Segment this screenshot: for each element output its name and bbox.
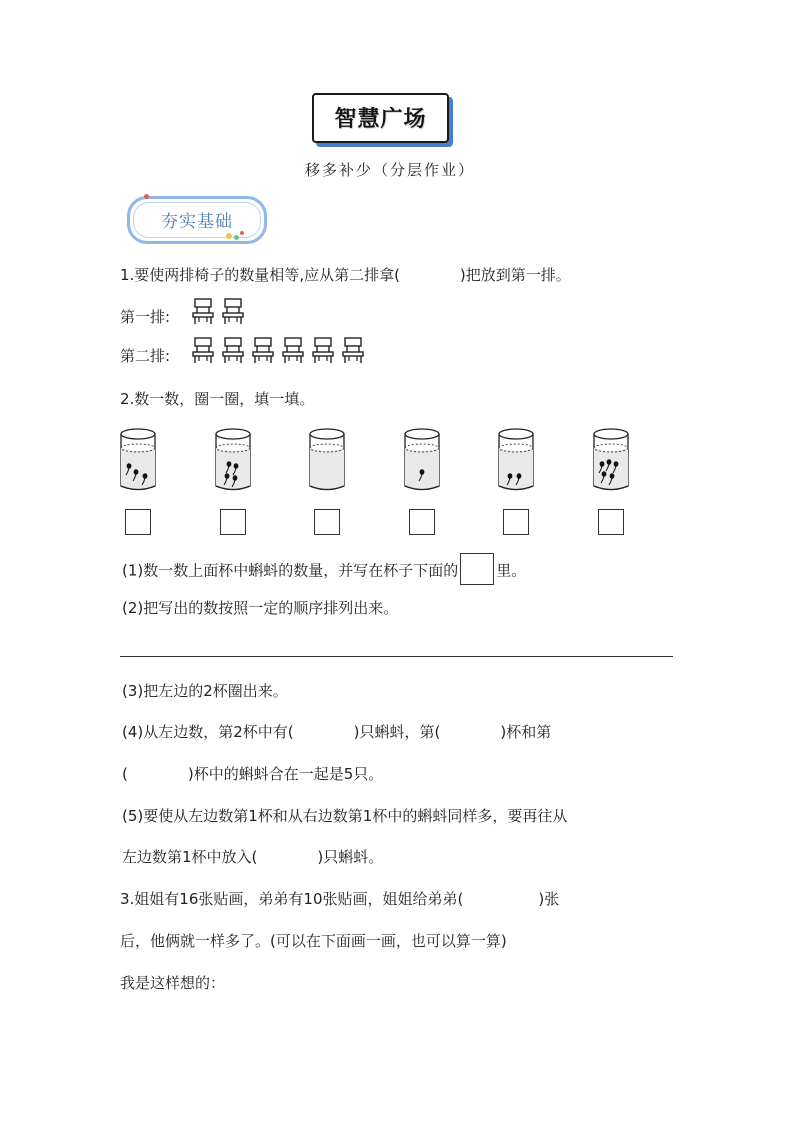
- q2-sub2: (2)把写出的数按照一定的顺序排列出来。: [122, 599, 399, 617]
- page-subtitle: 移多补少（分层作业）: [305, 161, 476, 179]
- inline-answer-box: [460, 553, 494, 585]
- chair-icon: [192, 337, 214, 364]
- chair-icon: [312, 337, 334, 364]
- q2-sub1-before: (1)数一数上面杯中蝌蚪的数量，并写在杯子下面的: [122, 561, 459, 580]
- q2-sub1: [122, 555, 526, 587]
- q2-sub5-line1: (5)要使从左边数第1杯和从右边数第1杯中的蝌蚪同样多，要再往从: [122, 807, 568, 825]
- chair-icon: [282, 337, 304, 364]
- page-title: 智慧广场: [334, 107, 427, 132]
- tadpole-count-answer-box[interactable]: [125, 509, 151, 535]
- chair-icon: [252, 337, 274, 364]
- q2-sub4-line2: ( )杯中的蝌蚪合在一起是5只。: [122, 765, 384, 783]
- title-banner: [312, 93, 449, 143]
- tadpole-count-answer-box[interactable]: [598, 509, 624, 535]
- water-cup-icon: [403, 426, 441, 494]
- chair-icon: [192, 298, 214, 325]
- question-3-line3: 我是这样想的：: [120, 974, 226, 992]
- decor-dot-red-icon: [144, 194, 149, 199]
- tadpole-count-answer-box[interactable]: [503, 509, 529, 535]
- water-cup-icon: [308, 426, 346, 494]
- tadpole-count-answer-box[interactable]: [220, 509, 246, 535]
- water-cup-icon: [214, 426, 252, 494]
- question-1-text: 1.要使两排椅子的数量相等,应从第二排拿( )把放到第一排。: [120, 266, 571, 284]
- q2-sub5-line2: 左边数第1杯中放入( )只蝌蚪。: [122, 848, 384, 866]
- water-cup-icon: [592, 426, 630, 494]
- chair-icon: [342, 337, 364, 364]
- row-2-label: 第二排:: [120, 347, 171, 365]
- q2-sub1-after: 里。: [496, 561, 527, 580]
- decor-dot-green-icon: [234, 235, 239, 240]
- tadpole-count-answer-box[interactable]: [409, 509, 435, 535]
- answer-line[interactable]: [120, 656, 673, 657]
- row-1-label: 第一排:: [120, 308, 171, 326]
- question-3-line1: 3.姐姐有16张贴画，弟弟有10张贴画，姐姐给弟弟( )张: [120, 890, 560, 908]
- water-cup-icon: [119, 426, 157, 494]
- question-3-line2: 后，他俩就一样多了。(可以在下面画一画，也可以算一算): [120, 932, 507, 950]
- q2-sub4-line1: (4)从左边数，第2杯中有( )只蝌蚪，第( )杯和第: [122, 723, 552, 741]
- q2-sub3: (3)把左边的2杯圈出来。: [122, 682, 288, 700]
- decor-dot-red-icon: [240, 231, 244, 235]
- chair-icon: [222, 298, 244, 325]
- tadpole-count-answer-box[interactable]: [314, 509, 340, 535]
- section-tab: [127, 196, 267, 244]
- chair-icon: [222, 337, 244, 364]
- question-2-text: 2.数一数，圈一圈，填一填。: [120, 390, 315, 408]
- decor-dot-yellow-icon: [226, 233, 232, 239]
- section-label: 夯实基础: [161, 212, 233, 232]
- water-cup-icon: [497, 426, 535, 494]
